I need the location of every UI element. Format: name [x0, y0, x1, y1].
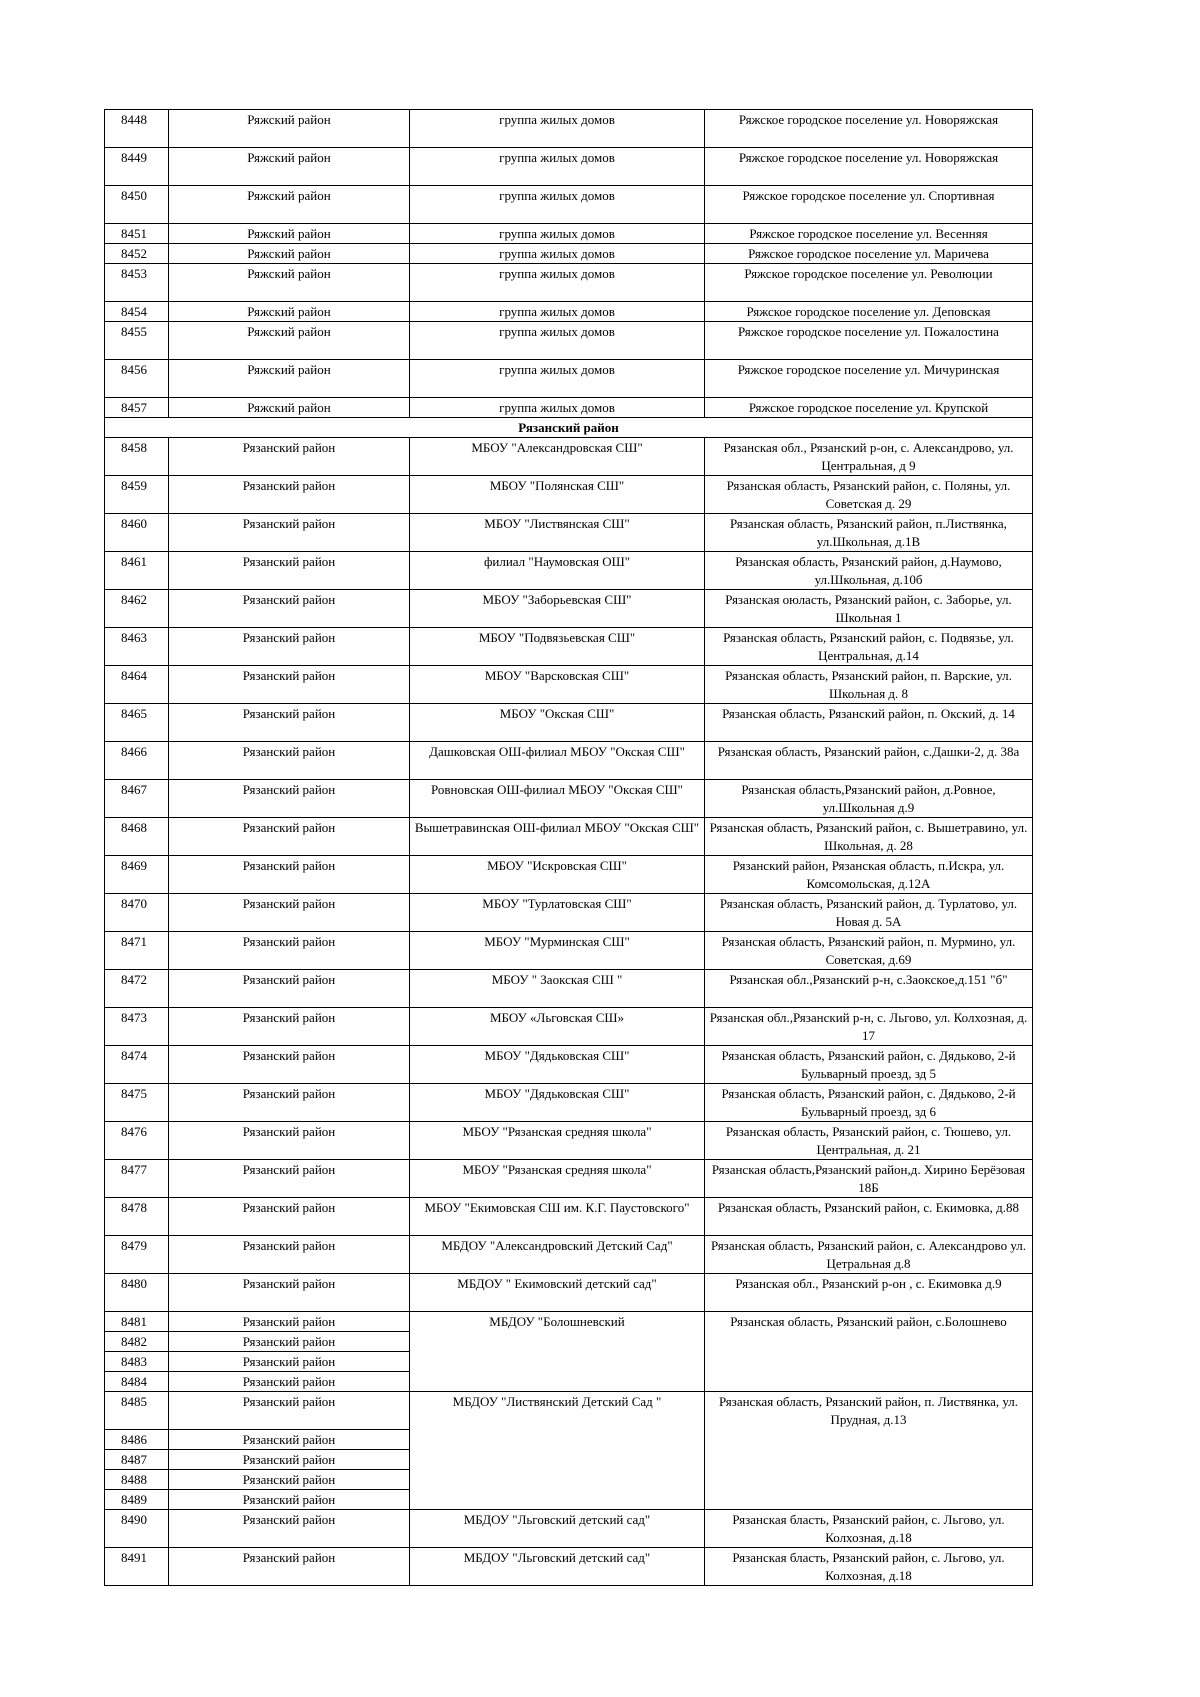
object-cell: группа жилых домов: [410, 110, 705, 148]
address-cell: Рязанская область, Рязанский район, п. Варские, ул. Школьная д. 8: [705, 666, 1033, 704]
address-cell: [705, 1332, 1033, 1352]
row-number-cell: 8486: [105, 1429, 169, 1449]
object-cell: МБДОУ "Александровский Детский Сад": [410, 1236, 705, 1274]
address-cell: Ряжское городское поселение ул. Мичуринская: [705, 360, 1033, 398]
table-row: [105, 780, 1033, 818]
address-cell: Рязанская область, Рязанский район, с. Поляны, ул. Советская д. 29: [705, 476, 1033, 514]
table-row: [105, 628, 1033, 666]
district-cell: Рязанский район: [169, 1489, 410, 1509]
table-row: [105, 224, 1033, 244]
address-cell: Рязанская область, Рязанский район, п. Окский, д. 14: [705, 704, 1033, 742]
object-cell: МБОУ «Льговская СШ»: [410, 1008, 705, 1046]
row-number-cell: 8477: [105, 1160, 169, 1198]
object-cell: МБДОУ "Листвянский Детский Сад ": [410, 1392, 705, 1430]
object-cell: МБОУ "Варсковская СШ": [410, 666, 705, 704]
object-cell: группа жилых домов: [410, 398, 705, 418]
district-cell: Ряжский район: [169, 264, 410, 302]
district-cell: Рязанский район: [169, 1084, 410, 1122]
address-cell: Рязанская область, Рязанский район, с. Вышетравино, ул. Школьная, д. 28: [705, 818, 1033, 856]
district-cell: Рязанский район: [169, 1509, 410, 1547]
district-cell: Рязанский район: [169, 1392, 410, 1430]
row-number-cell: 8448: [105, 110, 169, 148]
object-cell: группа жилых домов: [410, 322, 705, 360]
row-number-cell: 8451: [105, 224, 169, 244]
district-cell: Рязанский район: [169, 1008, 410, 1046]
row-number-cell: 8489: [105, 1489, 169, 1509]
data-table: [104, 109, 1033, 1586]
table-row: [105, 970, 1033, 1008]
district-cell: Рязанский район: [169, 1122, 410, 1160]
object-cell: [410, 1449, 705, 1469]
table-row: [105, 742, 1033, 780]
object-cell: группа жилых домов: [410, 244, 705, 264]
row-number-cell: 8455: [105, 322, 169, 360]
district-cell: Рязанский район: [169, 628, 410, 666]
address-cell: [705, 1372, 1033, 1392]
address-cell: Рязанская область, Рязанский район, п. Мурмино, ул. Советская, д.69: [705, 932, 1033, 970]
row-number-cell: 8449: [105, 148, 169, 186]
object-cell: МБОУ "Рязанская средняя школа": [410, 1122, 705, 1160]
address-cell: Рязанская область, Рязанский район, с. Александрово ул. Цетральная д.8: [705, 1236, 1033, 1274]
district-cell: Рязанский район: [169, 1332, 410, 1352]
table-row: [105, 1084, 1033, 1122]
row-number-cell: 8472: [105, 970, 169, 1008]
object-cell: МБОУ "Дядьковская СШ": [410, 1084, 705, 1122]
address-cell: Ряжское городское поселение ул. Пожалостина: [705, 322, 1033, 360]
district-cell: Рязанский район: [169, 1449, 410, 1469]
district-cell: Рязанский район: [169, 932, 410, 970]
row-number-cell: 8460: [105, 514, 169, 552]
row-number-cell: 8473: [105, 1008, 169, 1046]
object-cell: МБДОУ "Льговский детский сад": [410, 1547, 705, 1585]
row-number-cell: 8463: [105, 628, 169, 666]
district-cell: Рязанский район: [169, 1372, 410, 1392]
row-number-cell: 8462: [105, 590, 169, 628]
object-cell: МБОУ "Екимовская СШ им. К.Г. Паустовского": [410, 1198, 705, 1236]
district-cell: Рязанский район: [169, 1160, 410, 1198]
address-cell: Ряжское городское поселение ул. Новоряжская: [705, 148, 1033, 186]
object-cell: МБОУ "Листвянская СШ": [410, 514, 705, 552]
row-number-cell: 8457: [105, 398, 169, 418]
table-row: [105, 360, 1033, 398]
address-cell: Рязанская область, Рязанский район, д. Турлатово, ул. Новая д. 5А: [705, 894, 1033, 932]
object-cell: группа жилых домов: [410, 224, 705, 244]
table-row: [105, 1352, 1033, 1372]
address-cell: [705, 1489, 1033, 1509]
object-cell: группа жилых домов: [410, 302, 705, 322]
table-row: [105, 1274, 1033, 1312]
address-cell: Ряжское городское поселение ул. Спортивная: [705, 186, 1033, 224]
row-number-cell: 8459: [105, 476, 169, 514]
table-row: [105, 148, 1033, 186]
table-row: [105, 302, 1033, 322]
table-row: [105, 1198, 1033, 1236]
row-number-cell: 8471: [105, 932, 169, 970]
address-cell: Рязанская обл.,Рязанский р-н, с.Заокское,д.151 "б": [705, 970, 1033, 1008]
row-number-cell: 8461: [105, 552, 169, 590]
address-cell: [705, 1469, 1033, 1489]
table-row: [105, 932, 1033, 970]
district-cell: Рязанский район: [169, 742, 410, 780]
district-cell: Рязанский район: [169, 1352, 410, 1372]
row-number-cell: 8469: [105, 856, 169, 894]
address-cell: Рязанская область, Рязанский район, п.Листвянка, ул.Школьная, д.1В: [705, 514, 1033, 552]
district-cell: Ряжский район: [169, 148, 410, 186]
address-cell: Рязанская область, Рязанский район, п. Листвянка, ул. Прудная, д.13: [705, 1392, 1033, 1430]
object-cell: [410, 1332, 705, 1352]
row-number-cell: 8468: [105, 818, 169, 856]
object-cell: Вышетравинская ОШ-филиал МБОУ "Окская СШ": [410, 818, 705, 856]
row-number-cell: 8456: [105, 360, 169, 398]
district-cell: Рязанский район: [169, 1429, 410, 1449]
district-cell: Рязанский район: [169, 1547, 410, 1585]
table-row: [105, 398, 1033, 418]
table-row: [105, 1547, 1033, 1585]
row-number-cell: 8464: [105, 666, 169, 704]
object-cell: МБДОУ "Болошневский: [410, 1312, 705, 1332]
row-number-cell: 8482: [105, 1332, 169, 1352]
table-row: [105, 514, 1033, 552]
object-cell: МБОУ "Окская СШ": [410, 704, 705, 742]
address-cell: Ряжское городское поселение ул. Маричева: [705, 244, 1033, 264]
table-row: [105, 110, 1033, 148]
table-body: [105, 110, 1033, 1586]
object-cell: [410, 1469, 705, 1489]
row-number-cell: 8453: [105, 264, 169, 302]
address-cell: Ряжское городское поселение ул. Деповская: [705, 302, 1033, 322]
object-cell: [410, 1489, 705, 1509]
table-row: [105, 1469, 1033, 1489]
row-number-cell: 8487: [105, 1449, 169, 1469]
row-number-cell: 8450: [105, 186, 169, 224]
district-cell: Рязанский район: [169, 970, 410, 1008]
row-number-cell: 8452: [105, 244, 169, 264]
table-row: [105, 322, 1033, 360]
section-title: Рязанский район: [105, 418, 1033, 438]
address-cell: Рязанская бласть, Рязанский район, с. Льгово, ул. Колхозная, д.18: [705, 1509, 1033, 1547]
table-row: [105, 552, 1033, 590]
district-cell: Рязанский район: [169, 476, 410, 514]
table-row: [105, 1008, 1033, 1046]
table-row: [105, 186, 1033, 224]
object-cell: МБОУ "Рязанская средняя школа": [410, 1160, 705, 1198]
object-cell: МБОУ "Турлатовская СШ": [410, 894, 705, 932]
district-cell: Ряжский район: [169, 244, 410, 264]
address-cell: Рязанская область, Рязанский район, с. Дядьково, 2-й Бульварный проезд, зд 6: [705, 1084, 1033, 1122]
object-cell: МБОУ "Искровская СШ": [410, 856, 705, 894]
district-cell: Рязанский район: [169, 1198, 410, 1236]
district-cell: Ряжский район: [169, 224, 410, 244]
table-row: [105, 1449, 1033, 1469]
district-cell: Рязанский район: [169, 590, 410, 628]
row-number-cell: 8480: [105, 1274, 169, 1312]
row-number-cell: 8488: [105, 1469, 169, 1489]
section-row: [105, 418, 1033, 438]
district-cell: Рязанский район: [169, 1469, 410, 1489]
object-cell: филиал "Наумовская ОШ": [410, 552, 705, 590]
address-cell: Ряжское городское поселение ул. Весенняя: [705, 224, 1033, 244]
district-cell: Ряжский район: [169, 360, 410, 398]
table-row: [105, 856, 1033, 894]
row-number-cell: 8481: [105, 1312, 169, 1332]
address-cell: Рязанский район, Рязанская область, п.Искра, ул. Комсомольская, д.12А: [705, 856, 1033, 894]
table-row: [105, 476, 1033, 514]
object-cell: группа жилых домов: [410, 360, 705, 398]
object-cell: группа жилых домов: [410, 148, 705, 186]
table-row: [105, 438, 1033, 476]
address-cell: Ряжское городское поселение ул. Новоряжская: [705, 110, 1033, 148]
table-row: [105, 1489, 1033, 1509]
address-cell: Рязанская обл.,Рязанский р-н, с. Льгово, ул. Колхозная, д. 17: [705, 1008, 1033, 1046]
object-cell: [410, 1352, 705, 1372]
district-cell: Рязанский район: [169, 780, 410, 818]
table-row: [105, 1046, 1033, 1084]
district-cell: Рязанский район: [169, 1312, 410, 1332]
table-row: [105, 666, 1033, 704]
row-number-cell: 8470: [105, 894, 169, 932]
table-row: [105, 1429, 1033, 1449]
table-row: [105, 1372, 1033, 1392]
district-cell: Рязанский район: [169, 666, 410, 704]
row-number-cell: 8465: [105, 704, 169, 742]
district-cell: Рязанский район: [169, 704, 410, 742]
row-number-cell: 8483: [105, 1352, 169, 1372]
table-row: [105, 244, 1033, 264]
district-cell: Рязанский район: [169, 514, 410, 552]
address-cell: Рязанская оюласть, Рязанский район, с. Заборье, ул. Школьная 1: [705, 590, 1033, 628]
row-number-cell: 8474: [105, 1046, 169, 1084]
object-cell: [410, 1429, 705, 1449]
object-cell: МБОУ "Полянская СШ": [410, 476, 705, 514]
district-cell: Ряжский район: [169, 186, 410, 224]
district-cell: Рязанский район: [169, 1236, 410, 1274]
row-number-cell: 8458: [105, 438, 169, 476]
object-cell: МБОУ "Дядьковская СШ": [410, 1046, 705, 1084]
row-number-cell: 8490: [105, 1509, 169, 1547]
object-cell: МБДОУ " Екимовский детский сад": [410, 1274, 705, 1312]
district-cell: Ряжский район: [169, 302, 410, 322]
row-number-cell: 8478: [105, 1198, 169, 1236]
table-row: [105, 264, 1033, 302]
object-cell: группа жилых домов: [410, 186, 705, 224]
table-row: [105, 704, 1033, 742]
district-cell: Рязанский район: [169, 552, 410, 590]
row-number-cell: 8466: [105, 742, 169, 780]
row-number-cell: 8479: [105, 1236, 169, 1274]
row-number-cell: 8491: [105, 1547, 169, 1585]
address-cell: Рязанская область,Рязанский район, д.Ровное, ул.Школьная д.9: [705, 780, 1033, 818]
district-cell: Рязанский район: [169, 438, 410, 476]
address-cell: Рязанская область, Рязанский район, с. Подвязье, ул. Центральная, д.14: [705, 628, 1033, 666]
district-cell: Рязанский район: [169, 1046, 410, 1084]
row-number-cell: 8484: [105, 1372, 169, 1392]
row-number-cell: 8485: [105, 1392, 169, 1430]
district-cell: Ряжский район: [169, 398, 410, 418]
address-cell: Рязанская бласть, Рязанский район, с. Льгово, ул. Колхозная, д.18: [705, 1547, 1033, 1585]
address-cell: Ряжское городское поселение ул. Революции: [705, 264, 1033, 302]
table-row: [105, 590, 1033, 628]
row-number-cell: 8467: [105, 780, 169, 818]
table-row: [105, 1509, 1033, 1547]
table-row: [105, 1236, 1033, 1274]
row-number-cell: 8454: [105, 302, 169, 322]
table-row: [105, 894, 1033, 932]
object-cell: МБОУ "Подвязьевская СШ": [410, 628, 705, 666]
district-cell: Рязанский район: [169, 894, 410, 932]
table-row: [105, 1312, 1033, 1332]
object-cell: Ровновская ОШ-филиал МБОУ "Окская СШ": [410, 780, 705, 818]
address-cell: Рязанская область,Рязанский район,д. Хирино Берёзовая 18Б: [705, 1160, 1033, 1198]
address-cell: Рязанская область, Рязанский район, с. Дядьково, 2-й Бульварный проезд, зд 5: [705, 1046, 1033, 1084]
address-cell: Рязанская обл., Рязанский р-он, с. Александрово, ул. Центральная, д 9: [705, 438, 1033, 476]
object-cell: МБДОУ "Льговский детский сад": [410, 1509, 705, 1547]
address-cell: Рязанская область, Рязанский район, д.Наумово, ул.Школьная, д.10б: [705, 552, 1033, 590]
address-cell: Рязанская обл., Рязанский р-он , с. Екимовка д.9: [705, 1274, 1033, 1312]
address-cell: Ряжское городское поселение ул. Крупской: [705, 398, 1033, 418]
object-cell: МБОУ "Александровская СШ": [410, 438, 705, 476]
district-cell: Рязанский район: [169, 818, 410, 856]
address-cell: [705, 1449, 1033, 1469]
object-cell: МБОУ "Заборьевская СШ": [410, 590, 705, 628]
row-number-cell: 8475: [105, 1084, 169, 1122]
table-row: [105, 1392, 1033, 1430]
table-row: [105, 1160, 1033, 1198]
address-cell: Рязанская область, Рязанский район, с.Дашки-2, д. 38а: [705, 742, 1033, 780]
object-cell: МБОУ " Заокская СШ ": [410, 970, 705, 1008]
address-cell: [705, 1429, 1033, 1449]
object-cell: [410, 1372, 705, 1392]
district-cell: Рязанский район: [169, 1274, 410, 1312]
object-cell: МБОУ "Мурминская СШ": [410, 932, 705, 970]
table-row: [105, 818, 1033, 856]
district-cell: Ряжский район: [169, 322, 410, 360]
table-row: [105, 1122, 1033, 1160]
district-cell: Ряжский район: [169, 110, 410, 148]
address-cell: Рязанская область, Рязанский район, с. Екимовка, д.88: [705, 1198, 1033, 1236]
object-cell: Дашковская ОШ-филиал МБОУ "Окская СШ": [410, 742, 705, 780]
district-cell: Рязанский район: [169, 856, 410, 894]
address-cell: [705, 1352, 1033, 1372]
object-cell: группа жилых домов: [410, 264, 705, 302]
address-cell: Рязанская область, Рязанский район, с.Болошнево: [705, 1312, 1033, 1332]
row-number-cell: 8476: [105, 1122, 169, 1160]
table-row: [105, 1332, 1033, 1352]
address-cell: Рязанская область, Рязанский район, с. Тюшево, ул. Центральная, д. 21: [705, 1122, 1033, 1160]
